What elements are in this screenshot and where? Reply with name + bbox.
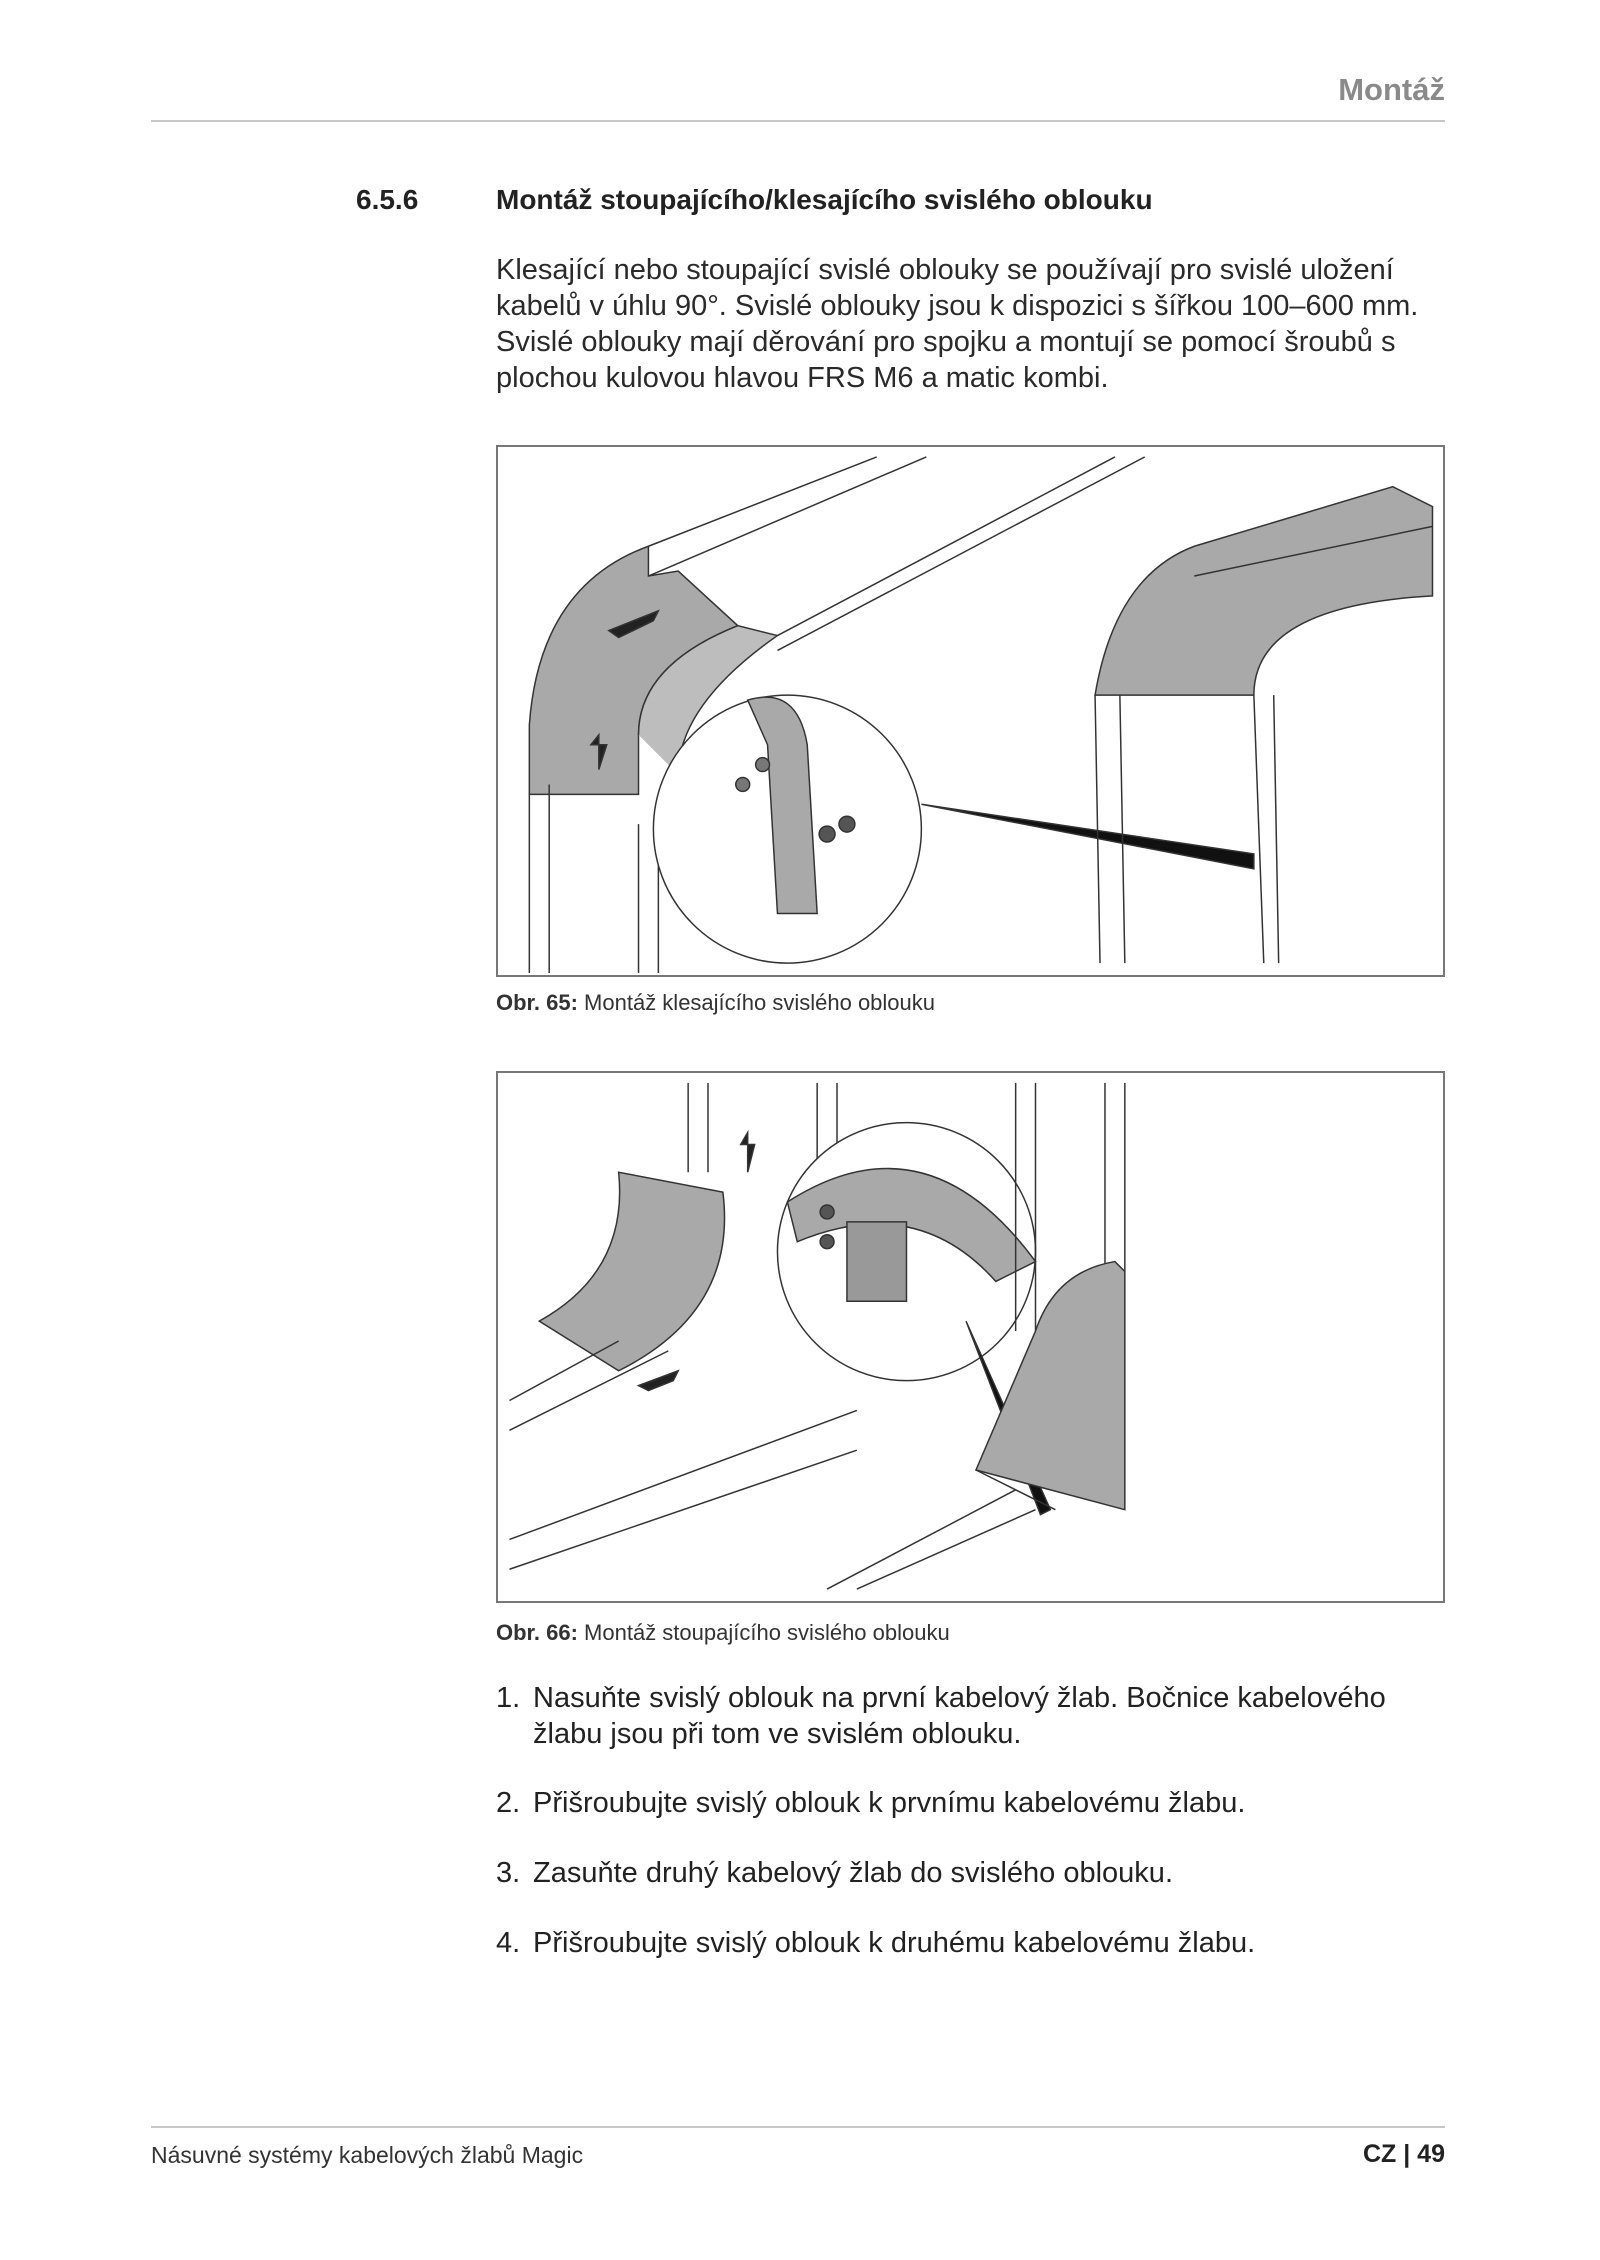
header-rule <box>151 120 1445 122</box>
step-number: 1. <box>496 1682 521 1714</box>
figure-caption-text: Montáž stoupajícího svislého oblouku <box>584 1620 950 1645</box>
section-number: 6.5.6 <box>356 184 419 215</box>
footer-page-number: CZ | 49 <box>1362 2140 1445 2168</box>
step-number: 4. <box>496 1927 521 1959</box>
step-item <box>496 1785 1456 1821</box>
step-item <box>496 1680 1456 1752</box>
figure-66-illustration <box>496 1071 1445 1603</box>
footer-document-title: Násuvné systémy kabelových žlabů Magic <box>151 2142 584 2168</box>
intro-paragraph: Klesající nebo stoupající svislé oblouky se používají pro svislé uložení kabelů v úhlu 90°. Svislé oblouky jsou k dispozici s šířkou 100–600 mm. Svislé oblouky mají děrování pro spojku a montují se pomocí šroubů s plochou kulovou hlavou FRS M6 a matic kombi. <box>496 254 1419 394</box>
step-text: Zasuňte druhý kabelový žlab do svislého oblouku. <box>533 1857 1173 1889</box>
step-number: 2. <box>496 1787 521 1819</box>
figure-caption-text: Montáž klesajícího svislého oblouku <box>584 990 936 1015</box>
figure-66-caption <box>496 1620 950 1646</box>
step-number: 3. <box>496 1857 521 1889</box>
figure-label: Obr. 65: <box>496 990 578 1015</box>
step-item <box>496 1925 1456 1961</box>
step-text: Nasuňte svislý oblouk na první kabelový žlab. Bočnice kabelového žlabu jsou při tom ve svislém oblouku. <box>533 1682 1386 1750</box>
section-title: Montáž stoupajícího/klesajícího svislého oblouku <box>496 184 1153 215</box>
step-text: Přišroubujte svislý oblouk k prvnímu kabelovému žlabu. <box>533 1787 1246 1819</box>
figure-label: Obr. 66: <box>496 1620 578 1645</box>
section-header: Montáž <box>1338 72 1445 107</box>
step-text: Přišroubujte svislý oblouk k druhému kabelovému žlabu. <box>533 1927 1256 1959</box>
figure-65-illustration <box>496 445 1445 977</box>
footer-rule <box>151 2126 1445 2128</box>
figure-65-caption <box>496 990 935 1016</box>
step-item <box>496 1855 1456 1891</box>
